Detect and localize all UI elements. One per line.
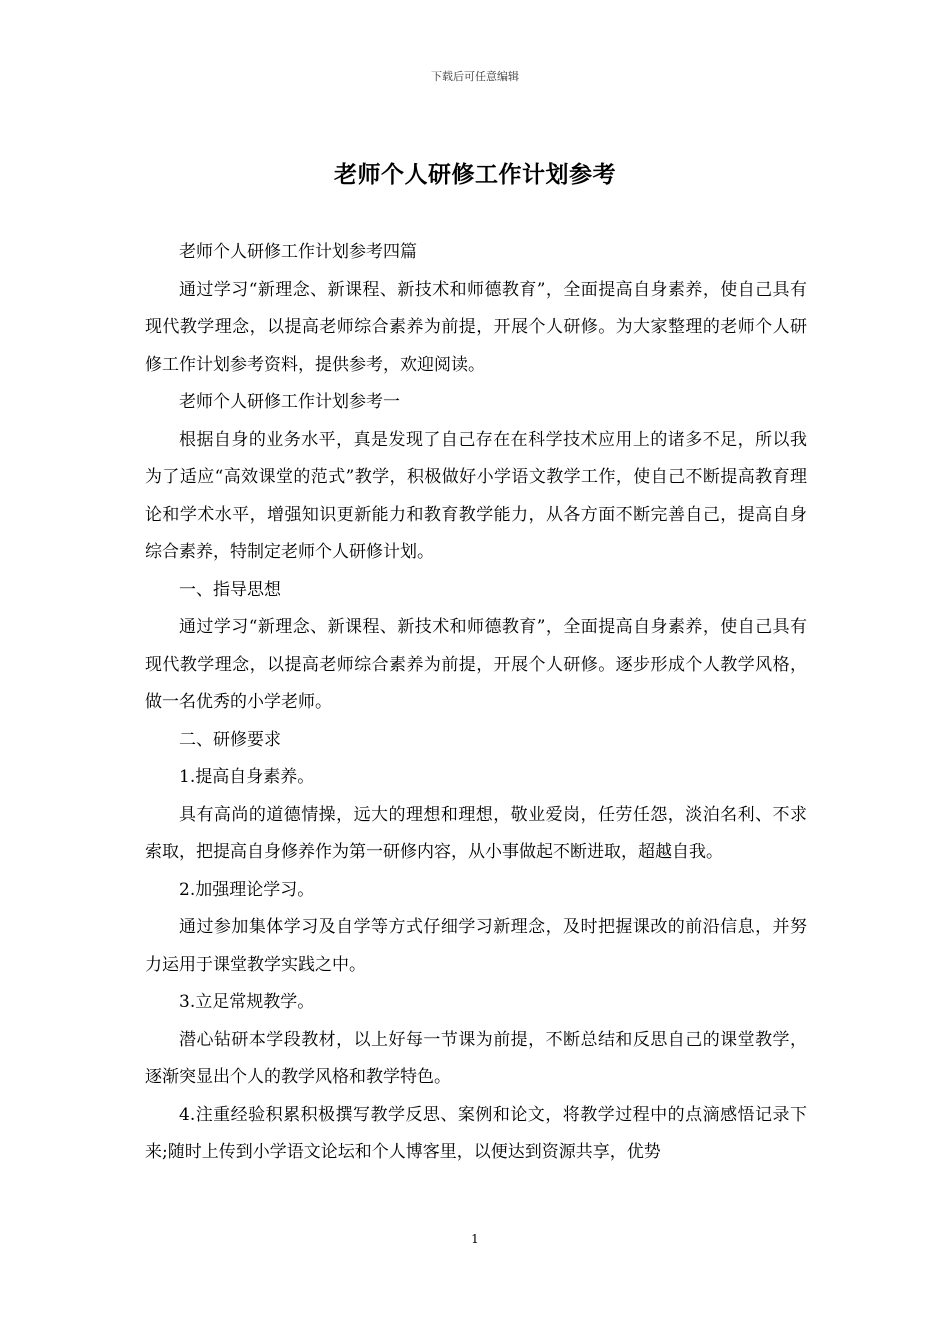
item-heading-2: 2.加强理论学习。 <box>179 879 315 900</box>
item-body-2: 通过参加集体学习及自学等方式仔细学习新理念，及时把握课改的前沿信息，并努力运用于课堂教学实践之中。 <box>145 917 807 975</box>
item-body-1: 具有高尚的道德情操，远大的理想和理想，敬业爱岗，任劳任怨，淡泊名利、不求索取，把提高自身修养作为第一研修内容，从小事做起不断进取，超越自我。 <box>145 804 807 862</box>
header-note: 下载后可任意编辑 <box>431 70 519 83</box>
section-heading-requirements: 二、研修要求 <box>179 729 281 750</box>
paragraph-intro: 通过学习“新理念、新课程、新技术和师德教育”，全面提高自身素养，使自己具有现代教学理念，以提高老师综合素养为前提，开展个人研修。为大家整理的老师个人研修工作计划参考资料，提供参考，欢迎阅读。 <box>145 279 807 375</box>
paragraph-part-one-heading: 老师个人研修工作计划参考一 <box>179 392 400 412</box>
item-heading-3: 3.立足常规教学。 <box>179 992 315 1012</box>
document-title: 老师个人研修工作计划参考 <box>334 161 616 188</box>
paragraph-part-one-body: 根据自身的业务水平，真是发现了自己存在在科学技术应用上的诸多不足，所以我为了适应“高效课堂的范式”教学，积极做好小学语文教学工作，使自己不断提高教育理论和学术水平，增强知识更新能力和教育教学能力，从各方面不断完善自己，提高自身综合素养，特制定老师个人研修计划。 <box>145 429 807 562</box>
page-number: 1 <box>471 1232 479 1246</box>
document-body <box>145 234 807 1172</box>
item-heading-1: 1.提高自身素养。 <box>179 767 315 787</box>
section-heading-guiding-thought: 一、指导思想 <box>179 579 281 600</box>
item-body-3: 潜心钻研本学段教材，以上好每一节课为前提，不断总结和反思自己的课堂教学，逐渐突显出个人的教学风格和教学特色。 <box>145 1029 807 1087</box>
paragraph-guiding-thought: 通过学习“新理念、新课程、新技术和师德教育”，全面提高自身素养，使自己具有现代教学理念，以提高老师综合素养为前提，开展个人研修。逐步形成个人教学风格，做一名优秀的小学老师。 <box>145 617 807 712</box>
item-body-4: 4.注重经验积累积极撰写教学反思、案例和论文，将教学过程中的点滴感悟记录下来;随时上传到小学语文论坛和个人博客里，以便达到资源共享，优势 <box>145 1104 807 1162</box>
paragraph-intro-heading: 老师个人研修工作计划参考四篇 <box>179 242 417 262</box>
